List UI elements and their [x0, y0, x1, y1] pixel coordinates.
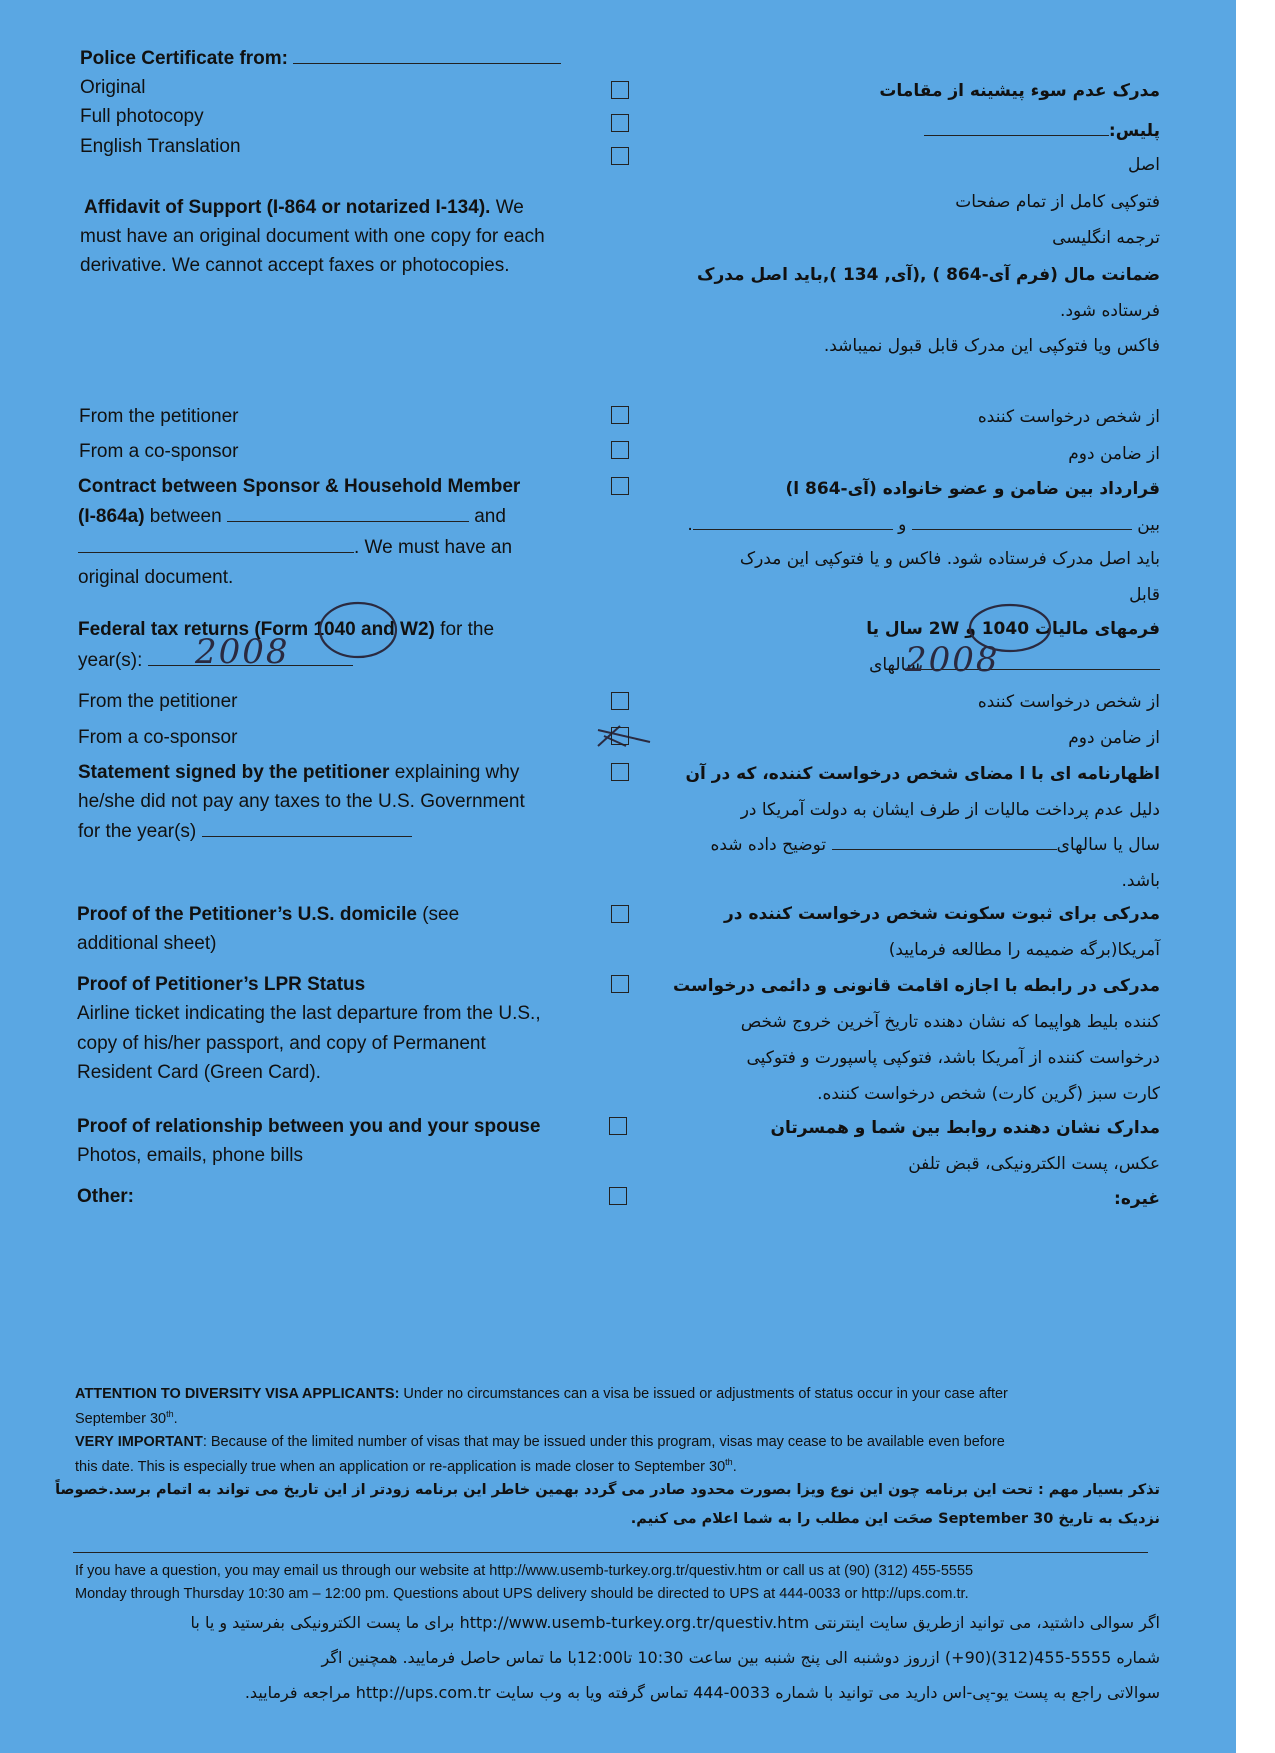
fa-affidavit-petitioner: از شخص درخواست کننده [977, 407, 1160, 427]
tax-from-cosponsor: From a co-sponsor [78, 727, 238, 748]
relationship-title: Proof of relationship between you and your spouse [77, 1116, 541, 1137]
fa-tax-title: فرمهای مالیات 1040 و 2W سال یا [866, 619, 1160, 639]
fa-affidavit-line1: ضمانت مال (فرم آی-864 ) ,(آی, 134 ),باید اصل مدرک [697, 265, 1160, 285]
police-original-label: Original [80, 77, 146, 98]
affidavit-line1: Affidavit of Support (I-864 or notarized I-134). We [84, 197, 524, 218]
fa-affidavit-line3: فاکس ویا فتوکپی این مدرک قابل قبول نمیباشد. [823, 336, 1160, 356]
fa-statement-line1: اظهارنامه ای با ا مضای شخص درخواست کننده، که در آن [685, 764, 1160, 784]
fa-handwritten-year: 2008 [905, 640, 1000, 680]
lpr-line4: Resident Card (Green Card). [77, 1062, 321, 1083]
fa-lpr-line1: مدرکی در رابطه با اجازه اقامت قانونی و دائمی درخواست [673, 976, 1160, 996]
other-label: Other: [77, 1186, 134, 1207]
statement-line2: he/she did not pay any taxes to the U.S. Government [78, 791, 525, 812]
fa-lpr-line2: کننده بلیط هواپیما که نشان دهنده تاریخ آخرین خروج شخص [740, 1012, 1160, 1032]
tax-from-petitioner: From the petitioner [78, 691, 238, 712]
affidavit-from-petitioner: From the petitioner [79, 406, 239, 427]
fa-footer-line1: اگر سوالی داشتید، می توانید ازطریق سایت اینترنتی http://www.usemb-turkey.org.tr/questiv.htm برای ما پست الکترونیکی بفرستید و یا با [190, 1613, 1160, 1632]
fa-police-original: اصل [1127, 155, 1160, 175]
fa-footer-line2: شماره 5555-455(312)(90+) ازروز دوشنبه الی پنج شنبه بین ساعت 10:30 تا12:00با ما تماس حاصل فرمایید. همچنین اگر [321, 1648, 1160, 1667]
fa-contract-title: قرارداد بین ضامن و عضو خانواده (آی-864 ا) [785, 479, 1160, 499]
pen-marks [0, 0, 1236, 760]
footer-contact-line1: If you have a question, you may email us through our website at http://www.usemb-turkey.org.tr/questiv.htm or call us at (90) (312) 455-5555 [75, 1563, 974, 1579]
tax-years-line: year(s): [78, 646, 353, 675]
footer-contact-line2: Monday through Thursday 10:30 am – 12:00 pm. Questions about UPS delivery should be directed to UPS at 444-0033 or http://ups.com.tr. [75, 1586, 969, 1602]
fa-tax-petitioner: از شخص درخواست کننده [977, 692, 1160, 712]
handwritten-year: 2008 [195, 632, 290, 672]
statement-years-blank[interactable] [202, 836, 412, 837]
police-photocopy-label: Full photocopy [80, 106, 204, 127]
statement-line1: Statement signed by the petitioner explaining why [78, 762, 520, 783]
checkbox-tax-petitioner[interactable] [611, 692, 629, 710]
fa-statement-line2: دلیل عدم پرداخت مالیات از طرف ایشان به دولت آمریکا در [740, 800, 1160, 820]
lpr-line3: copy of his/her passport, and copy of Permanent [77, 1033, 486, 1054]
lpr-title: Proof of Petitioner’s LPR Status [77, 974, 366, 995]
fa-lpr-line4: کارت سبز (گرین کارت) شخص درخواست کننده. [817, 1084, 1160, 1104]
contract-line3: . We must have an [78, 533, 512, 562]
fa-police-line: پلیس: [924, 114, 1160, 148]
checkbox-other[interactable] [609, 1187, 627, 1205]
fa-notice-line2: نزدیک به تاریخ September 30 صحَت این مطلب را به شما اعلام می کنیم. [630, 1511, 1160, 1527]
contract-line2: (I-864a) between and [78, 506, 506, 527]
circle-mark-english [320, 603, 396, 657]
checkbox-lpr[interactable] [611, 975, 629, 993]
affidavit-line2: must have an original document with one copy for each [80, 226, 545, 247]
contract-line4: original document. [78, 567, 234, 588]
relationship-line2: Photos, emails, phone bills [77, 1145, 304, 1166]
checkbox-domicile[interactable] [611, 905, 629, 923]
fa-police-translation: ترجمه انگلیسی [1052, 228, 1160, 248]
fa-affidavit-line2: فرستاده شود. [1060, 301, 1160, 321]
fa-other-label: غیره: [1114, 1189, 1160, 1209]
fa-tax-cosponsor: از ضامن دوم [1068, 728, 1160, 748]
fa-affidavit-cosponsor: از ضامن دوم [1068, 444, 1160, 464]
statement-line3: for the year(s) [78, 817, 412, 846]
fa-domicile-line2: آمریکا(برگه ضمیمه را مطالعه فرمایید) [888, 940, 1160, 960]
fa-police-photocopy: فتوکپی کامل از تمام صفحات [955, 192, 1160, 212]
very-important-notice: VERY IMPORTANT: Because of the limited number of visas that may be issued under this program, visas may cease to be available even before this date. This is especially true when an application or re-application is made closer to September 30th. [75, 1434, 1005, 1475]
checkbox-relationship[interactable] [609, 1117, 627, 1135]
fa-relationship-line2: عکس، پست الکترونیکی، قبض تلفن [908, 1154, 1160, 1174]
fa-statement-line3: سال یا سالهای توضیح داده شده [710, 835, 1160, 855]
fa-notice-line1: تذکر بسیار مهم : تحت این برنامه چون این نوع ویزا بصورت محدود صادر می گردد بهمین خاطر این برنامه زودتر از این تاریخ می تواند به اتمام برسد.خصوصاً [55, 1482, 1160, 1498]
fa-contract-line4: قابل [1129, 585, 1160, 605]
checkbox-tax-cosponsor[interactable] [611, 727, 629, 745]
diversity-attention-notice: ATTENTION TO DIVERSITY VISA APPLICANTS: Under no circumstances can a visa be issued or adjustments of status occur in your case after September 30th. [75, 1386, 1008, 1427]
lpr-line2: Airline ticket indicating the last departure from the U.S., [77, 1003, 541, 1024]
fa-tax-years: سالهای [869, 648, 1160, 682]
fa-lpr-line3: درخواست کننده از آمریکا باشد، فتوکپی پاسپورت و فتوکپی [746, 1048, 1160, 1068]
fa-statement-line4: باشد. [1121, 871, 1160, 891]
tax-title: Federal tax returns (Form 1040 and W2) for the [78, 619, 495, 640]
footer-divider [73, 1552, 1148, 1553]
domicile-line1: Proof of the Petitioner’s U.S. domicile (see [77, 904, 460, 925]
domicile-line2: additional sheet) [77, 933, 217, 954]
affidavit-line3: derivative. We cannot accept faxes or photocopies. [80, 255, 510, 276]
fa-footer-line3: سوالاتی راجع به پست یو-پی-اس دارید می توانید با شماره 0033-444 تماس گرفته ویا به وب سایت http://ups.com.tr مراجعه فرمایید. [244, 1683, 1160, 1702]
contract-title: Contract between Sponsor & Household Member [78, 476, 521, 497]
fa-relationship-line1: مدارک نشان دهنده روابط بین شما و همسرتان [770, 1118, 1160, 1138]
fa-contract-line3: باید اصل مدرک فرستاده شود. فاکس و یا فتوکپی این مدرک [739, 549, 1160, 569]
fa-contract-between: بین و . [687, 515, 1160, 535]
fa-police-title: مدرک عدم سوء پیشینه از مقامات [879, 81, 1160, 101]
fa-domicile-line1: مدرکی برای ثبوت سکونت شخص درخواست کننده در [724, 904, 1160, 924]
police-translation-label: English Translation [80, 136, 241, 157]
circle-mark-farsi [970, 605, 1050, 651]
checkbox-statement[interactable] [611, 763, 629, 781]
police-certificate-title: Police Certificate from: [80, 44, 561, 73]
affidavit-from-cosponsor: From a co-sponsor [79, 441, 239, 462]
